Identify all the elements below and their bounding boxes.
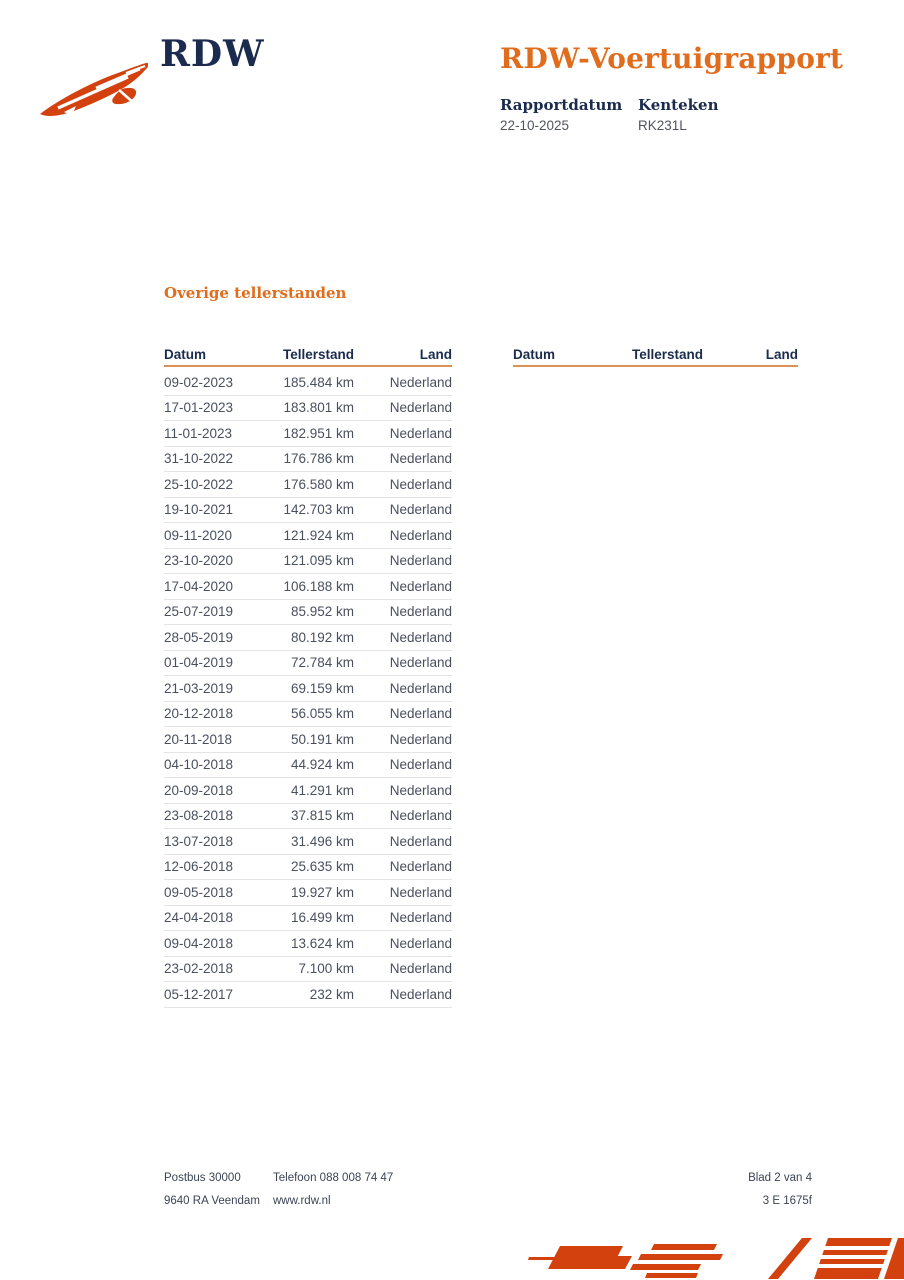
cell-datum: 13-07-2018 <box>164 833 234 849</box>
footer-website: www.rdw.nl <box>273 1195 331 1207</box>
cell-land: Nederland <box>389 986 452 1002</box>
cell-land: Nederland <box>389 680 452 696</box>
cell-tellerstand: 19.927 km <box>290 884 354 900</box>
cell-datum: 31-10-2022 <box>164 451 234 467</box>
cell-land: Nederland <box>389 782 452 798</box>
table-row <box>164 676 452 702</box>
report-date-value: 22-10-2025 <box>500 118 570 133</box>
column-header-land: Land <box>765 347 798 362</box>
table-header <box>164 344 452 367</box>
cell-land: Nederland <box>389 604 452 620</box>
cell-datum: 04-10-2018 <box>164 757 234 773</box>
cell-tellerstand: 50.191 km <box>290 731 354 747</box>
cell-land: Nederland <box>389 629 452 645</box>
cell-datum: 17-04-2020 <box>164 578 234 594</box>
cell-tellerstand: 25.635 km <box>290 859 354 875</box>
cell-land: Nederland <box>389 910 452 926</box>
cell-tellerstand: 183.801 km <box>283 400 354 416</box>
cell-land: Nederland <box>389 935 452 951</box>
cell-datum: 20-09-2018 <box>164 782 234 798</box>
cell-datum: 09-04-2018 <box>164 935 234 951</box>
cell-land: Nederland <box>389 578 452 594</box>
section-heading: Overige tellerstanden <box>164 284 347 302</box>
cell-land: Nederland <box>389 961 452 977</box>
table-row <box>164 829 452 855</box>
cell-datum: 09-02-2023 <box>164 374 234 390</box>
page-indicator: Blad 2 van 4 <box>748 1172 812 1184</box>
cell-datum: 24-04-2018 <box>164 910 234 926</box>
table-row <box>164 421 452 447</box>
cell-land: Nederland <box>389 884 452 900</box>
cell-tellerstand: 185.484 km <box>283 374 354 390</box>
cell-datum: 21-03-2019 <box>164 680 234 696</box>
cell-land: Nederland <box>389 731 452 747</box>
table-row <box>164 447 452 473</box>
table-row <box>164 523 452 549</box>
cell-tellerstand: 232 km <box>309 986 354 1002</box>
table-rows <box>164 370 452 1008</box>
cell-datum: 11-01-2023 <box>164 425 233 441</box>
table-row <box>164 957 452 983</box>
cell-datum: 23-08-2018 <box>164 808 234 824</box>
table-row <box>164 396 452 422</box>
cell-land: Nederland <box>389 553 452 569</box>
table-row <box>164 778 452 804</box>
cell-land: Nederland <box>389 808 452 824</box>
cell-tellerstand: 142.703 km <box>283 502 354 518</box>
cell-datum: 25-10-2022 <box>164 476 234 492</box>
cell-land: Nederland <box>389 451 452 467</box>
cell-tellerstand: 56.055 km <box>290 706 354 722</box>
table-row <box>164 931 452 957</box>
cell-tellerstand: 121.095 km <box>283 553 354 569</box>
cell-tellerstand: 44.924 km <box>290 757 354 773</box>
rdw-wordmark: RDW <box>160 33 265 75</box>
cell-land: Nederland <box>389 757 452 773</box>
cell-tellerstand: 72.784 km <box>290 655 354 671</box>
document-code: 3 E 1675f <box>762 1195 812 1207</box>
footer-address-line1: Postbus 30000 <box>164 1172 241 1184</box>
cell-land: Nederland <box>389 425 452 441</box>
cell-land: Nederland <box>389 833 452 849</box>
cell-datum: 17-01-2023 <box>164 400 234 416</box>
column-header-datum: Datum <box>164 347 207 362</box>
table-row <box>164 982 452 1008</box>
cell-tellerstand: 31.496 km <box>290 833 354 849</box>
cell-tellerstand: 182.951 km <box>283 425 354 441</box>
cell-datum: 23-10-2020 <box>164 553 234 569</box>
cell-land: Nederland <box>389 476 452 492</box>
table-row <box>164 600 452 626</box>
cell-tellerstand: 69.159 km <box>290 680 354 696</box>
cell-land: Nederland <box>389 374 452 390</box>
column-header-tellerstand: Tellerstand <box>282 347 354 362</box>
table-row <box>164 651 452 677</box>
odometer-table-left <box>164 344 452 1008</box>
cell-tellerstand: 13.624 km <box>290 935 354 951</box>
table-row <box>164 855 452 881</box>
table-row <box>164 702 452 728</box>
cell-datum: 23-02-2018 <box>164 961 234 977</box>
cell-tellerstand: 106.188 km <box>283 578 354 594</box>
cell-datum: 28-05-2019 <box>164 629 234 645</box>
table-row <box>164 498 452 524</box>
cell-datum: 20-11-2018 <box>164 731 233 747</box>
cell-datum: 12-06-2018 <box>164 859 234 875</box>
footer-phone: Telefoon 088 008 74 47 <box>273 1172 394 1184</box>
license-plate-label: Kenteken <box>638 96 719 114</box>
cell-datum: 19-10-2021 <box>164 502 234 518</box>
cell-datum: 05-12-2017 <box>164 986 234 1002</box>
cell-tellerstand: 16.499 km <box>290 910 354 926</box>
cell-datum: 25-07-2019 <box>164 604 234 620</box>
cell-land: Nederland <box>389 400 452 416</box>
cell-datum: 01-04-2019 <box>164 655 234 671</box>
table-row <box>164 625 452 651</box>
cell-tellerstand: 80.192 km <box>290 629 354 645</box>
page-title: RDW-Voertuigrapport <box>500 42 844 75</box>
cell-tellerstand: 41.291 km <box>290 782 354 798</box>
column-header-land: Land <box>419 347 452 362</box>
table-row <box>164 804 452 830</box>
table-row <box>164 549 452 575</box>
cell-land: Nederland <box>389 527 452 543</box>
cell-land: Nederland <box>389 706 452 722</box>
table-row <box>164 906 452 932</box>
column-header-datum: Datum <box>513 347 556 362</box>
cell-tellerstand: 85.952 km <box>290 604 354 620</box>
cell-tellerstand: 176.786 km <box>283 451 354 467</box>
cell-tellerstand: 176.580 km <box>283 476 354 492</box>
table-row <box>164 880 452 906</box>
table-row <box>164 472 452 498</box>
cell-land: Nederland <box>389 859 452 875</box>
odometer-table-right <box>513 344 798 370</box>
table-header <box>513 344 798 367</box>
table-row <box>164 727 452 753</box>
cell-datum: 09-05-2018 <box>164 884 234 900</box>
column-header-tellerstand: Tellerstand <box>631 347 703 362</box>
cell-land: Nederland <box>389 502 452 518</box>
speed-stripes-graphic <box>519 1232 904 1280</box>
table-row <box>164 753 452 779</box>
cell-land: Nederland <box>389 655 452 671</box>
cell-tellerstand: 7.100 km <box>298 961 354 977</box>
license-plate-value: RK231L <box>638 118 687 133</box>
report-date-label: Rapportdatum <box>500 96 623 114</box>
cell-tellerstand: 37.815 km <box>290 808 354 824</box>
table-row <box>164 574 452 600</box>
cell-datum: 09-11-2020 <box>164 527 233 543</box>
footer-address-line2: 9640 RA Veendam <box>164 1195 260 1207</box>
cell-tellerstand: 121.924 km <box>283 527 354 543</box>
rdw-feather-logo-icon <box>36 52 148 122</box>
cell-datum: 20-12-2018 <box>164 706 234 722</box>
table-row <box>164 370 452 396</box>
